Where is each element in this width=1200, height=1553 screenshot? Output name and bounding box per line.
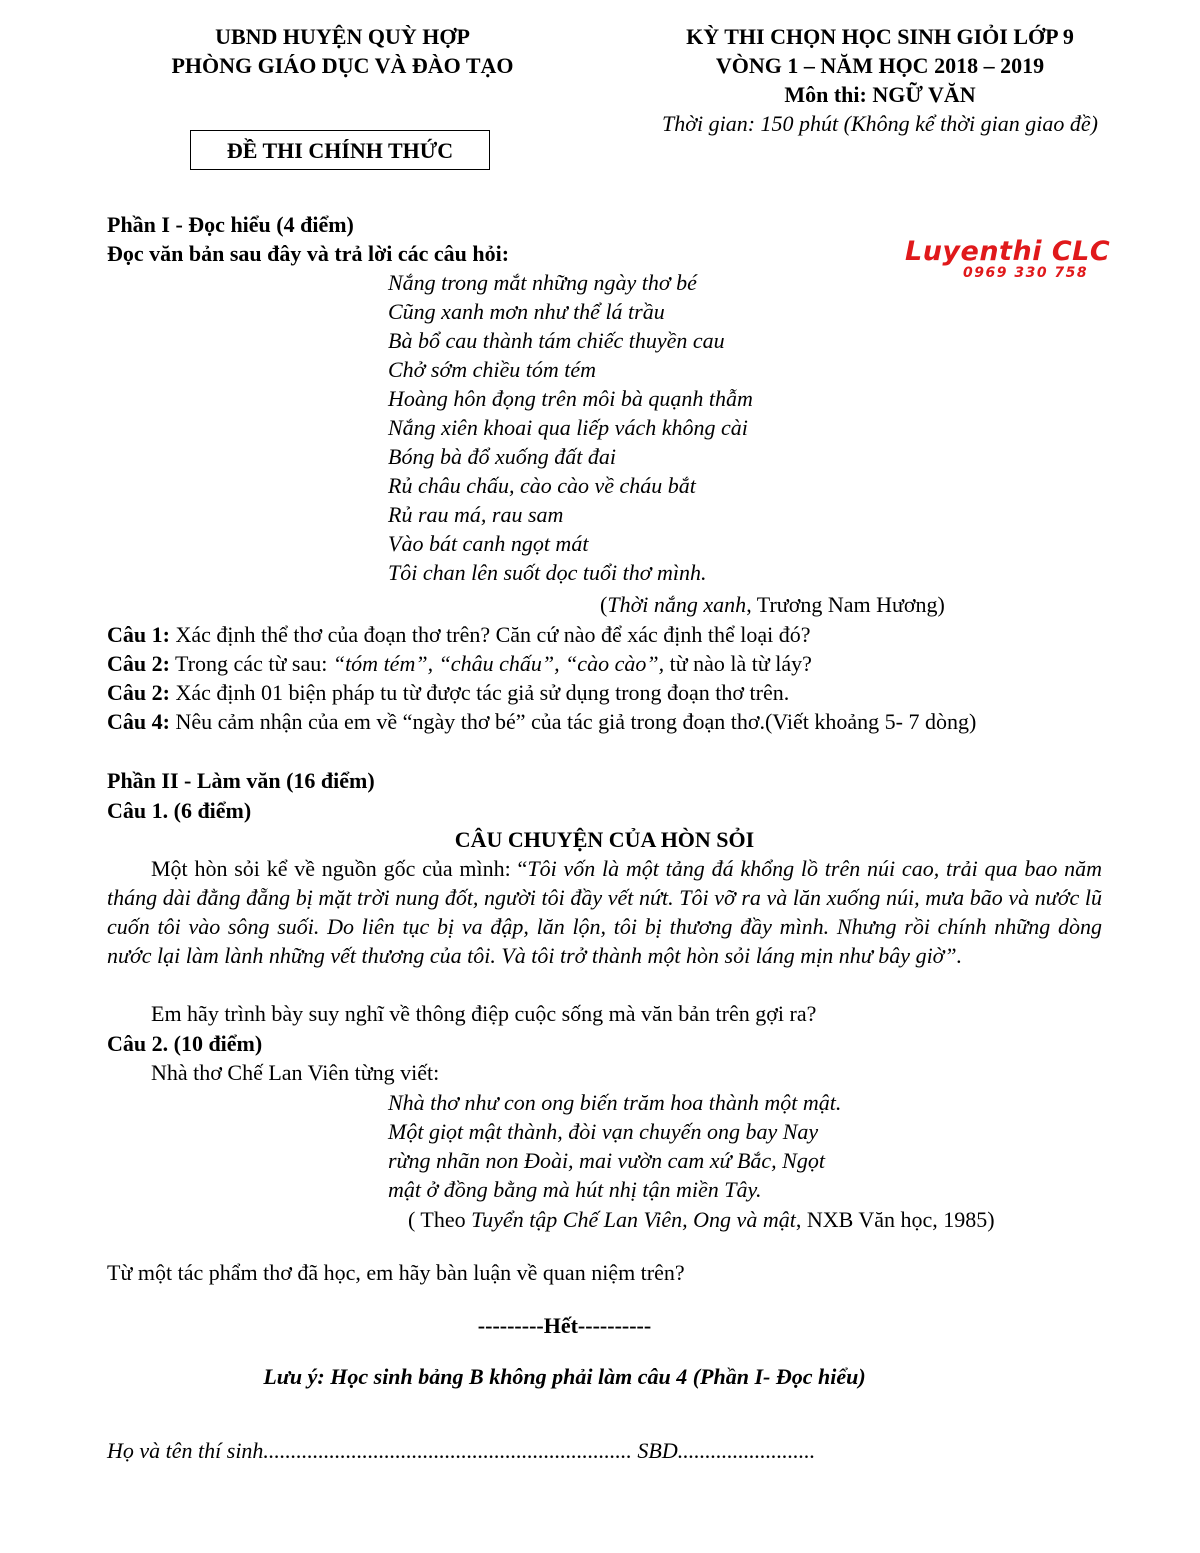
part1-instruction: Đọc văn bản sau đây và trả lời các câu hỏi: — [107, 241, 510, 266]
poem-source: (Thời nắng xanh, Trương Nam Hương) — [600, 592, 945, 617]
poem-line: Tôi chan lên suốt dọc tuổi thơ mình. — [388, 560, 707, 585]
question-3: Câu 2: Xác định 01 biện pháp tu từ được tác giả sử dụng trong đoạn thơ trên. — [107, 680, 790, 705]
part1-title: Phần I - Đọc hiểu (4 điểm) — [107, 212, 354, 237]
exam-title: KỲ THI CHỌN HỌC SINH GIỎI LỚP 9 — [686, 24, 1074, 49]
poem-line: Nắng xiên khoai qua liếp vách không cài — [388, 415, 748, 440]
quote-source: ( Theo Tuyển tập Chế Lan Viên, Ong và mật, NXB Văn học, 1985) — [408, 1207, 995, 1232]
poem-line: Rủ rau má, rau sam — [388, 502, 564, 527]
question-4: Câu 4: Nêu cảm nhận của em về “ngày thơ bé” của tác giả trong đoạn thơ.(Viết khoảng 5- 7 dòng) — [107, 709, 977, 734]
poem-line: Nắng trong mắt những ngày thơ bé — [388, 270, 697, 295]
question-1: Câu 1: Xác định thể thơ của đoạn thơ trên? Căn cứ nào để xác định thể loại đó? — [107, 622, 811, 647]
official-exam-box — [190, 130, 490, 170]
candidate-info-line: Họ và tên thí sinh................................................................... SBD......................... — [107, 1438, 816, 1463]
poem-line: Rủ châu chấu, cào cào về cháu bắt — [388, 473, 696, 498]
exam-header — [600, 22, 1160, 138]
poem-line: Cũng xanh mơn như thể lá trầu — [388, 299, 665, 324]
watermark-logo — [905, 238, 1110, 280]
story-title: CÂU CHUYỆN CỦA HÒN SỎI — [454, 827, 755, 852]
poem-line: Hoàng hôn đọng trên môi bà quạnh thẫm — [388, 386, 753, 411]
poem-line: Vào bát canh ngọt mát — [388, 531, 589, 556]
part2-question-1-task: Em hãy trình bày suy nghĩ về thông điệp cuộc sống mà văn bản trên gợi ra? — [151, 1001, 817, 1026]
quote-poem-line: Nhà thơ như con ong biến trăm hoa thành một mật. — [388, 1090, 842, 1115]
department-name: PHÒNG GIÁO DỤC VÀ ĐÀO TẠO — [171, 53, 514, 78]
school-header — [110, 22, 575, 80]
poem — [388, 268, 753, 587]
quote-poem-line: mật ở đồng bằng mà hút nhị tận miền Tây. — [388, 1177, 762, 1202]
story-paragraph: Một hòn sỏi kể về nguồn gốc của mình: “Tôi vốn là một tảng đá khổng lồ trên núi cao, trải qua bao năm tháng dài đằng đẵng bị mặt trời nung đốt, người tôi đầy vết nứt. Tôi vỡ ra và lăn xuống núi, mưa bão và nước lũ cuốn tôi vào sông suối. Do liên tục bị va đập, lăn lộn, tôi bị thương đầy mình. Nhưng rồi chính những dòng nước lại làm lành những vết thương của tôi. Và tôi trở thành một hòn sỏi láng mịn như bây giờ”. — [107, 856, 1102, 968]
poem-line: Bóng bà đổ xuống đất đai — [388, 444, 616, 469]
watermark-phone: 0969 330 758 — [963, 265, 1089, 281]
part2-question-1-title: Câu 1. (6 điểm) — [107, 798, 252, 823]
quote-poem-line: rừng nhãn non Đoài, mai vườn cam xứ Bắc, Ngọt — [388, 1148, 825, 1173]
quote-poem-line: Một giọt mật thành, đòi vạn chuyến ong bay Nay — [388, 1119, 819, 1144]
part2-question-2-title: Câu 2. (10 điểm) — [107, 1031, 263, 1056]
exam-round: VÒNG 1 – NĂM HỌC 2018 – 2019 — [715, 53, 1045, 78]
quote-poem — [388, 1088, 841, 1204]
part2-question-2-intro: Nhà thơ Chế Lan Viên từng viết: — [151, 1060, 440, 1085]
poem-line: Chở sớm chiều tóm tém — [388, 357, 597, 382]
part2-question-2-task: Từ một tác phẩm thơ đã học, em hãy bàn luận về quan niệm trên? — [107, 1260, 685, 1285]
exam-time: Thời gian: 150 phút (Không kể thời gian giao đề) — [662, 111, 1098, 136]
official-exam-label: ĐỀ THI CHÍNH THỨC — [226, 137, 454, 163]
exam-subject: Môn thi: NGỮ VĂN — [784, 82, 976, 107]
part2-title: Phần II - Làm văn (16 điểm) — [107, 768, 375, 793]
end-marker: ---------Hết---------- — [477, 1313, 652, 1338]
note: Lưu ý: Học sinh bảng B không phải làm câu 4 (Phần I- Đọc hiểu) — [263, 1364, 866, 1389]
poem-line: Bà bổ cau thành tám chiếc thuyền cau — [388, 328, 725, 353]
question-2: Câu 2: Trong các từ sau: “tóm tém”, “châu chấu”, “cào cào”, từ nào là từ láy? — [107, 651, 812, 676]
district-name: UBND HUYỆN QUỲ HỢP — [215, 24, 470, 49]
watermark-name: Luyenthi CLC — [905, 236, 1111, 267]
